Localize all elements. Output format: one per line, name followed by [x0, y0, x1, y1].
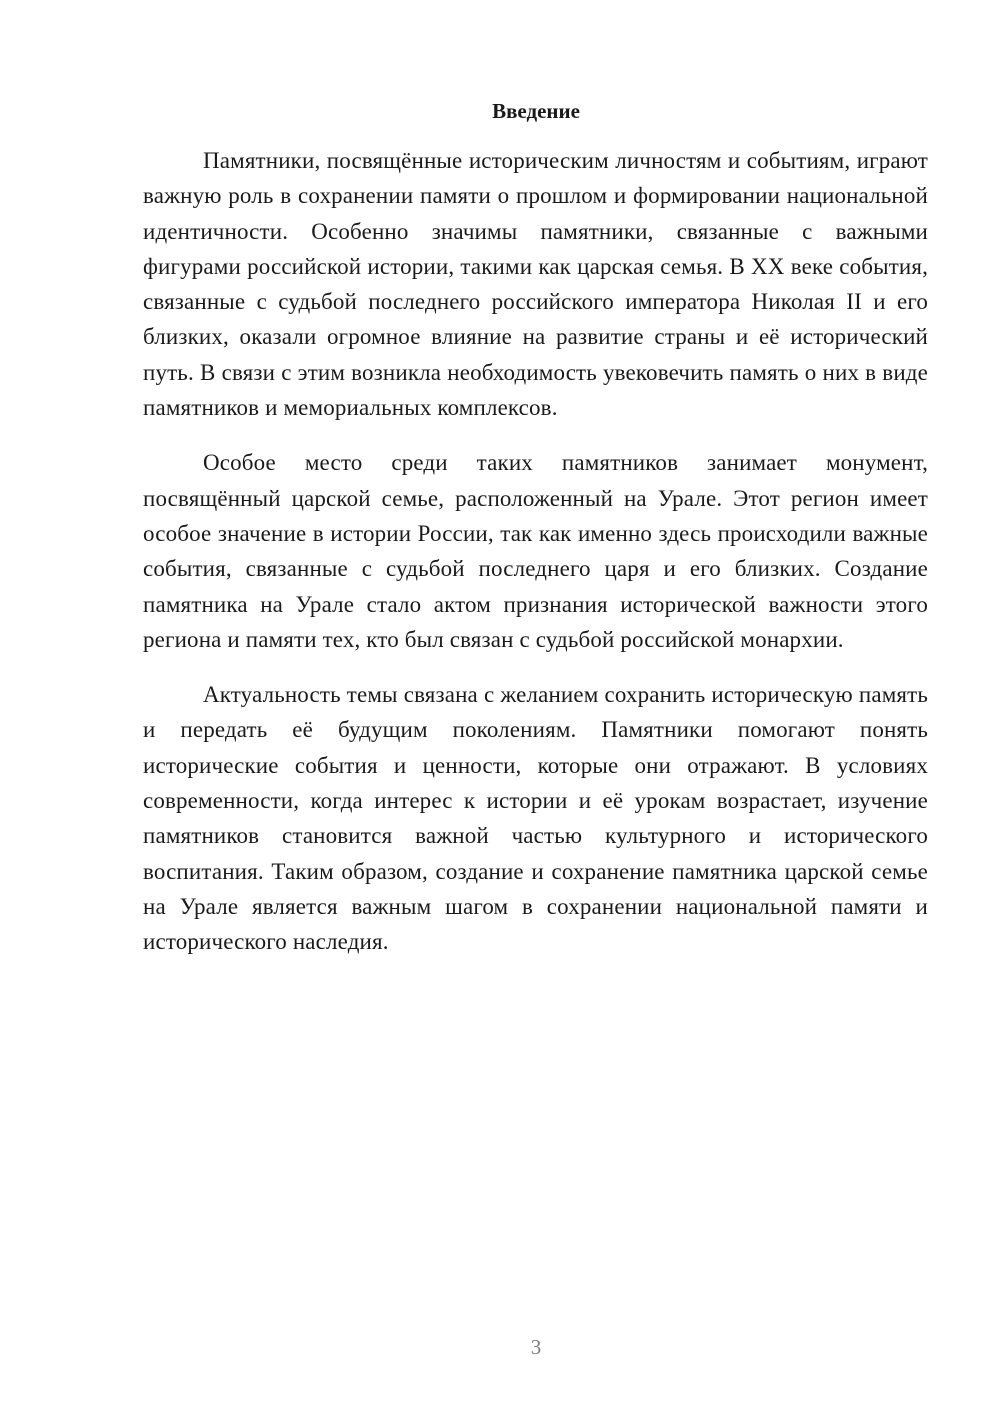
paragraph-1: Памятники, посвящённые историческим личностям и событиям, играют важную роль в сохранении памяти о прошлом и формировании национальной идентичности. Особенно значимы памятники, связанные с важными фигурами российской истории, такими как царская семья. В XX веке события, связанные с судьбой последнего российского императора Николая II и его близких, оказали огромное влияние на развитие страны и её исторический путь. В связи с этим возникла необходимость увековечить память о них в виде памятников и мемориальных комплексов. [143, 148, 928, 421]
paragraph-3: Актуальность темы связана с желанием сохранить историческую память и передать её будущим поколениям. Памятники помогают понять исторические события и ценности, которые они отражают. В условиях современности, когда интерес к истории и её урокам возрастает, изучение памятников становится важной частью культурного и исторического воспитания. Таким образом, создание и сохранение памятника царской семье на Урале является важным шагом в сохранении национальной памяти и исторического наследия. [143, 682, 928, 955]
section-title: Введение [492, 99, 580, 123]
page-number: 3 [530, 1335, 542, 1359]
paragraph-2: Особое место среди таких памятников занимает монумент, посвящённый царской семье, расположенный на Урале. Этот регион имеет особое значение в истории России, так как именно здесь происходили важные события, связанные с судьбой последнего царя и его близких. Создание памятника на Урале стало актом признания исторической важности этого региона и памяти тех, кто был связан с судьбой российской монархии. [143, 450, 928, 652]
document-body [143, 143, 928, 960]
